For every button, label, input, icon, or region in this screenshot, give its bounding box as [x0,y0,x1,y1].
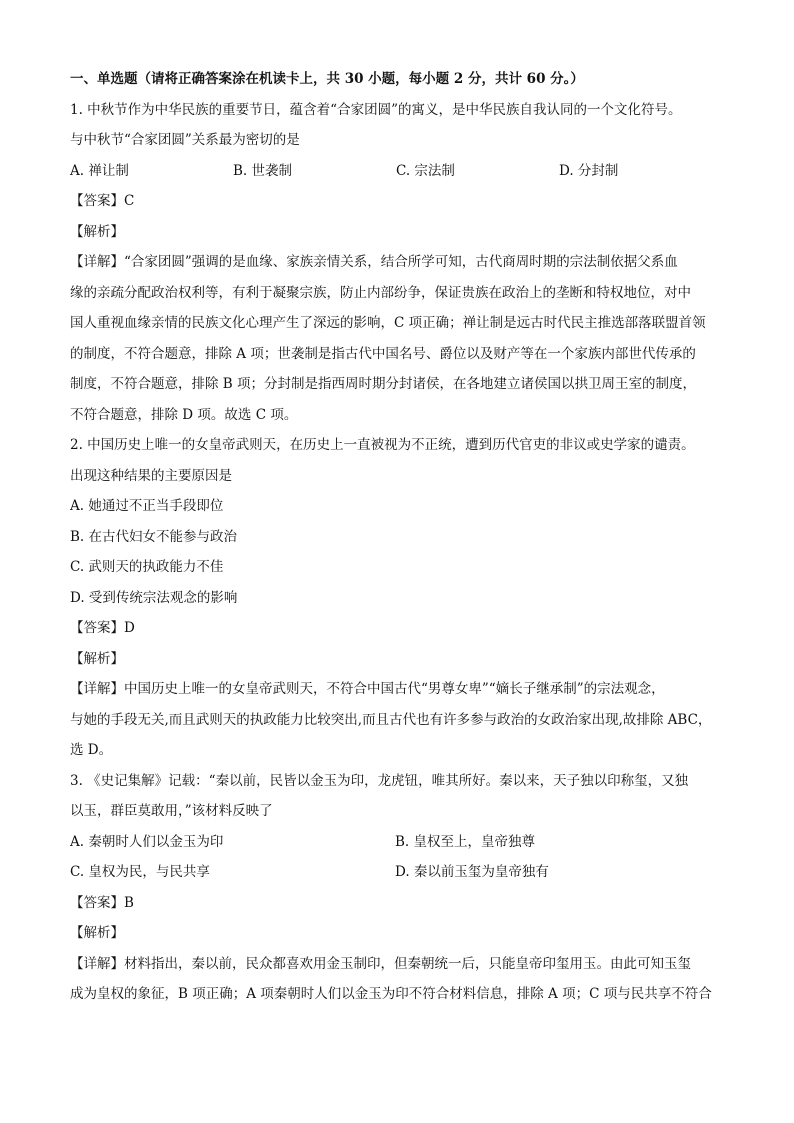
option-c: C. 皇权为民，与民共享 [70,864,210,880]
option-b: B. 世袭制 [233,162,293,179]
detail-line: 【详解】中国历史上唯一的女皇帝武则天，不符合中国古代“男尊女卑”“嫡长子继承制”的宗法观念， [70,681,665,697]
detail-line: 【详解】“合家团圆”强调的是血缘、家族亲情关系，结合所学可知，古代商周时期的宗法制依据父系血 [70,254,678,270]
option-d: D. 秦以前玉玺为皇帝独有 [395,864,549,880]
option-b: B. 在古代妇女不能参与政治 [70,528,238,545]
question-stem-line: 1. 中秋节作为中华民族的重要节日，蕴含着“合家团圆”的寓义，是中华民族自我认同的一个文化符号。 [70,101,682,118]
options-row [70,857,730,888]
option-a: A. 禅让制 [70,162,129,179]
analysis-label: 【解析】 [70,650,124,667]
analysis-label: 【解析】 [70,925,124,941]
analysis-label: 【解析】 [70,223,124,240]
option-d: D. 分封制 [559,162,619,179]
document-page [70,64,730,1010]
options-row [70,827,730,858]
question-3 [70,766,730,1010]
question-2 [70,430,730,766]
question-stem-line: 出现这种结果的主要原因是 [70,467,232,484]
detail-line: 的制度，不符合题意，排除 A 项；世袭制是指古代中国名号、爵位以及财产等在一个家族内部世代传承的 [70,345,696,362]
option-b: B. 皇权至上，皇帝独尊 [395,833,536,850]
detail-line: 成为皇权的象征，B 项正确；A 项秦朝时人们以金玉为印不符合材料信息，排除 A 项；C 项与民共享不符合 [70,986,712,1002]
detail-line: 与她的手段无关,而且武则天的执政能力比较突出,而且古代也有许多参与政治的女政治家出现,故排除 ABC， [70,711,712,728]
detail-line: 制度，不符合题意，排除 B 项；分封制是指西周时期分封诸侯，在各地建立诸侯国以拱卫周王室的制度， [70,376,697,392]
section-title: 一、单选题（请将正确答案涂在机读卡上，共 30 小题，每小题 2 分，共计 60 分。） [70,71,584,87]
question-stem-line: 与中秋节“合家团圆”关系最为密切的是 [70,132,300,148]
answer-line: 【答案】D [70,620,135,636]
option-d: D. 受到传统宗法观念的影响 [70,589,238,606]
question-stem-line: 3. 《史记集解》记载：“秦以前，民皆以金玉为印，龙虎钮，唯其所好。秦以来，天子独以印称玺，又独 [70,772,689,789]
question-stem-line: 2. 中国历史上唯一的女皇帝武则天，在历史上一直被视为不正统，遭到历代官吏的非议或史学家的谴责。 [70,437,695,453]
detail-line: 不符合题意，排除 D 项。故选 C 项。 [70,406,298,423]
detail-line: 【详解】材料指出，秦以前，民众都喜欢用金玉制印，但秦朝统一后，只能皇帝印玺用玉。由此可知玉玺 [70,955,691,972]
question-1 [70,95,730,431]
answer-line: 【答案】C [70,193,135,209]
option-a: A. 她通过不正当手段即位 [70,498,224,514]
detail-line: 国人重视血缘亲情的民族文化心理产生了深远的影响，C 项正确；禅让制是远古时代民主推选部落联盟首领 [70,315,706,331]
answer-line: 【答案】B [70,894,134,911]
detail-line: 选 D。 [70,742,113,758]
detail-line: 缘的亲疏分配政治权利等，有利于凝聚宗族，防止内部纷争，保证贵族在政治上的垄断和特权地位，对中 [70,284,691,301]
option-c: C. 宗法制 [396,162,455,179]
question-stem-line: 以玉，群臣莫敢用，”该材料反映了 [70,803,273,819]
options-row [70,156,730,187]
option-a: A. 秦朝时人们以金玉为印 [70,833,224,850]
option-c: C. 武则天的执政能力不佳 [70,559,224,575]
